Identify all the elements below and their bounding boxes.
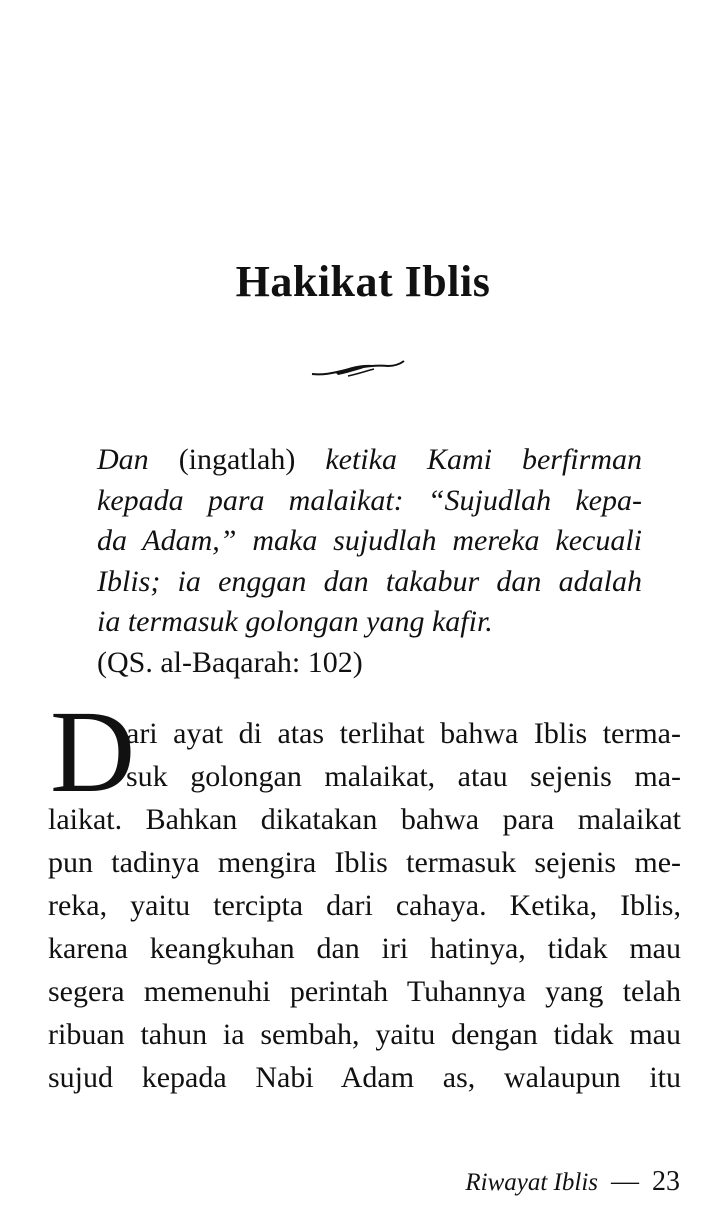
body-line: ari ayat di atas terlihat bahwa Iblis terma- — [126, 717, 681, 750]
quote-segment: Dan — [97, 443, 149, 476]
body-line: pun tadinya mengira Iblis termasuk sejenis me- — [48, 846, 681, 879]
page-footer — [465, 1166, 680, 1198]
quote-segment: ia termasuk golongan yang kafir. — [97, 605, 493, 638]
page-number: 23 — [652, 1166, 680, 1197]
body-line: ribuan tahun ia sembah, yaitu dengan tidak mau — [48, 1018, 681, 1051]
swash-ornament-icon — [308, 356, 408, 382]
quote-line — [97, 562, 642, 603]
quote-line — [97, 643, 642, 684]
quote-segment: da Adam,” maka sujudlah mereka kecuali — [97, 524, 642, 557]
quote-segment: ketika Kami berfirman — [325, 443, 642, 476]
drop-cap: D — [50, 686, 136, 817]
body-line: sujud kepada Nabi Adam as, walaupun itu — [48, 1061, 681, 1094]
quote-segment: kepada para malaikat: “Sujudlah kepa- — [97, 483, 642, 517]
quote-segment: (QS. al-Baqarah: 102) — [97, 645, 363, 679]
body-line: segera memenuhi perintah Tuhannya yang telah — [48, 975, 681, 1008]
footer-dash: — — [611, 1166, 639, 1197]
quote-segment: Iblis; ia enggan dan takabur dan adalah — [97, 564, 642, 598]
running-title: Riwayat Iblis — [465, 1169, 598, 1196]
quote-line — [97, 440, 642, 481]
quote-segment: (ingatlah) — [148, 443, 326, 476]
quote-line — [97, 602, 642, 643]
body-line: suk golongan malaikat, atau sejenis ma- — [126, 760, 681, 793]
quote-line — [97, 481, 642, 522]
body-line: laikat. Bahkan dikatakan bahwa para malaikat — [48, 803, 681, 836]
body-paragraph — [48, 712, 681, 1099]
chapter-title: Hakikat Iblis — [235, 257, 491, 306]
quote-line — [97, 521, 642, 562]
epigraph-quote — [97, 440, 642, 683]
body-line: karena keangkuhan dan iri hatinya, tidak mau — [48, 932, 681, 965]
body-line: reka, yaitu tercipta dari cahaya. Ketika, Iblis, — [48, 889, 681, 922]
